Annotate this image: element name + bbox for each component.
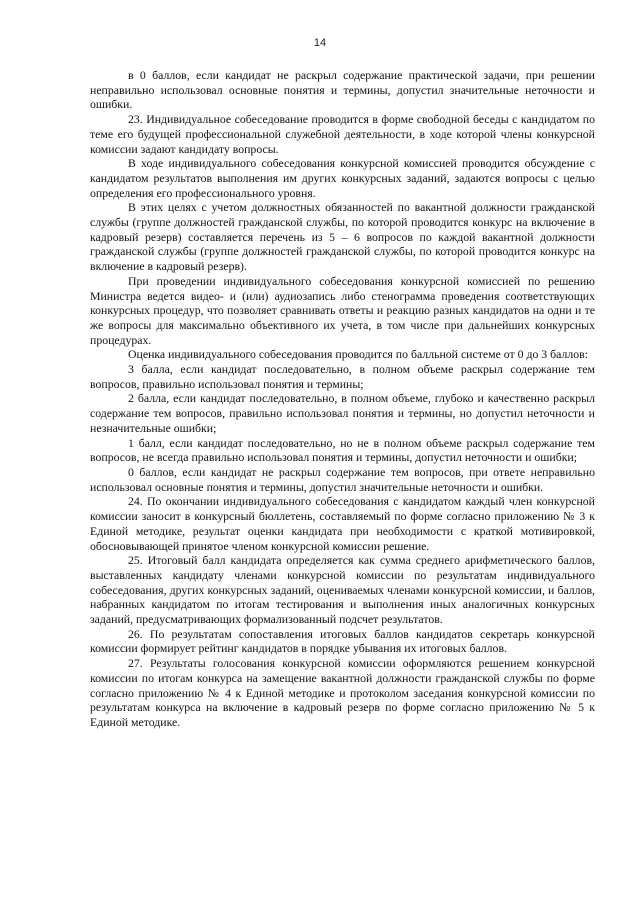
page-number: 14 — [313, 37, 327, 49]
paragraph: в 0 баллов, если кандидат не раскрыл содержание практической задачи, при решении неправильно использовал основные понятия и термины, допустил значительные неточности и ошибки. — [90, 68, 595, 112]
paragraph: 3 балла, если кандидат последовательно, в полном объеме раскрыл содержание тем вопросов, правильно использовал понятия и термины; — [90, 362, 595, 391]
paragraph: 26. По результатам сопоставления итоговых баллов кандидатов секретарь конкурсной комиссии формирует рейтинг кандидатов в порядке убывания их итоговых баллов. — [90, 626, 595, 656]
paragraph: 24. По окончании индивидуального собеседования с кандидатом каждый член конкурсной комиссии заносит в конкурсный бюллетень, составляемый по форме согласно приложению № 3 к Единой методике, результат оценки кандидата при необходимости с краткой мотивировкой, обосновывающей принятое членом конкурсной комиссии решение. — [90, 494, 595, 553]
paragraph: При проведении индивидуального собеседования конкурсной комиссией по решению Министра ведется видео- и (или) аудиозапись либо стенограмма проведения соответствующих конкурсных процедур, что позволяет сравнивать ответы и реакцию разных кандидатов на одни и те же вопросы для максимально объективного их учета, в том числе при дальнейших конкурсных процедурах. — [90, 273, 595, 347]
paragraph: Оценка индивидуального собеседования проводится по балльной системе от 0 до 3 баллов: — [128, 347, 589, 362]
paragraph: 2 балла, если кандидат последовательно, в полном объеме, глубоко и качественно раскрыл содержание тем вопросов, правильно использовал понятия и термины, но допустил неточности и незначительные ошибки; — [90, 391, 595, 435]
paragraph: 25. Итоговый балл кандидата определяется как сумма среднего арифметического баллов, выставленных кандидату членами конкурсной комиссии по результатам индивидуального собеседования, других конкурсных заданий, оцениваемых членами конкурсной комиссии, и баллов, набранных кандидатом по итогам тестирования и выполнения иных аналогичных конкурсных заданий, предусматривающих формализованный подсчет результатов. — [90, 553, 595, 627]
document-body — [90, 68, 595, 730]
paragraph: 23. Индивидуальное собеседование проводится в форме свободной беседы с кандидатом по теме его будущей профессиональной служебной деятельности, в ходе которой члены конкурсной комиссии задают кандидату вопросы. — [90, 112, 595, 156]
paragraph: 0 баллов, если кандидат не раскрыл содержание тем вопросов, при ответе неправильно использовал основные понятия и термины, допустил значительные неточности и ошибки. — [90, 464, 595, 494]
paragraph: 27. Результаты голосования конкурсной комиссии оформляются решением конкурсной комиссии по итогам конкурса на замещение вакантной должности гражданской службы по форме согласно приложению № 4 к Единой методике и протоколом заседания конкурсной комиссии по результатам конкурса на включение в кадровый резерв по форме согласно приложению № 5 к Единой методике. — [90, 656, 595, 729]
paragraph: В ходе индивидуального собеседования конкурсной комиссией проводится обсуждение с кандидатом результатов выполнения им других конкурсных заданий, задаются вопросы с целью определения его профессионального уровня. — [90, 156, 595, 200]
paragraph: В этих целях с учетом должностных обязанностей по вакантной должности гражданской службы (группе должностей гражданской службы, по которой проводится конкурс на включение в кадровый резерв) составляется перечень из 5 – 6 вопросов по каждой вакантной должности гражданской службы (группе должностей гражданской службы, по которой проводится конкурс на включение в кадровый резерв). — [90, 200, 595, 274]
paragraph: 1 балл, если кандидат последовательно, но не в полном объеме раскрыл содержание тем вопросов, не всегда правильно использовал понятия и термины, допустил неточности и ошибки; — [90, 435, 595, 465]
